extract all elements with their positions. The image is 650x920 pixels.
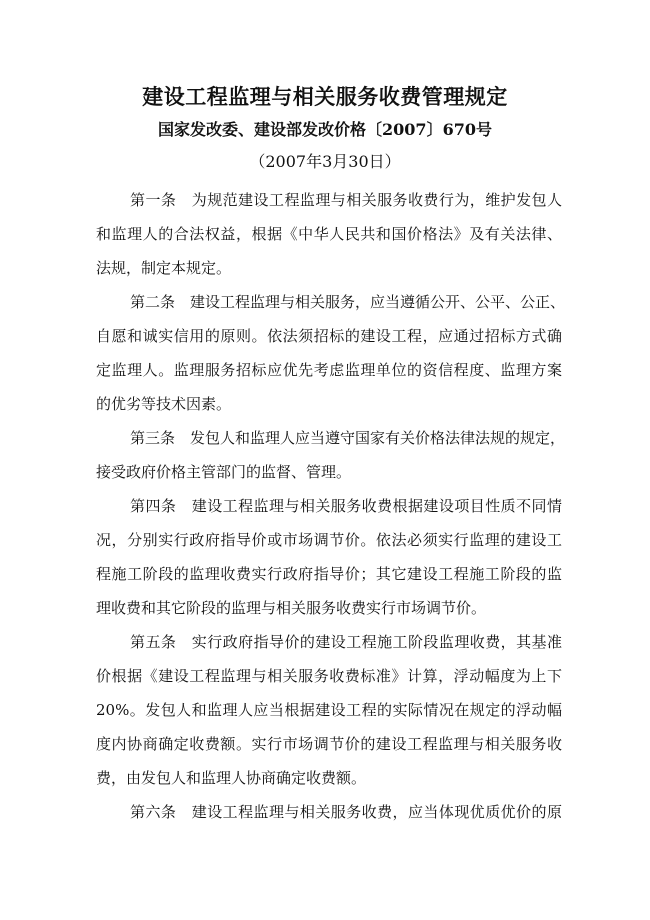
article-line: 第五条 实行政府指导价的建设工程施工阶段监理收费，其基准 <box>130 633 562 651</box>
article-line: 20%。发包人和监理人应当根据建设工程的实际情况在规定的浮动幅 <box>96 701 562 719</box>
article-5 <box>96 625 562 795</box>
article-line: 费，由发包人和监理人协商确定收费额。 <box>96 769 367 787</box>
document-body <box>96 183 566 829</box>
article-line: 第六条 建设工程监理与相关服务收费，应当体现优质优价的原 <box>130 803 562 821</box>
article-1 <box>96 183 562 285</box>
article-line: 程施工阶段的监理收费实行政府指导价；其它建设工程施工阶段的监 <box>96 565 562 583</box>
article-4 <box>96 489 562 625</box>
article-2 <box>96 285 566 421</box>
article-line: 的优劣等技术因素。 <box>96 395 232 413</box>
article-line: 度内协商确定收费额。实行市场调节价的建设工程监理与相关服务收 <box>96 735 562 753</box>
article-line: 和监理人的合法权益，根据《中华人民共和国价格法》及有关法律、 <box>96 225 562 243</box>
article-6 <box>96 795 562 829</box>
article-3 <box>96 421 566 489</box>
document-date: （2007年3月30日） <box>249 152 401 171</box>
article-line: 理收费和其它阶段的监理与相关服务收费实行市场调节价。 <box>96 599 487 617</box>
article-line: 法规，制定本规定。 <box>96 259 232 277</box>
article-line: 接受政府价格主管部门的监督、管理。 <box>96 463 352 481</box>
article-line: 况，分别实行政府指导价或市场调节价。依法必须实行监理的建设工 <box>96 531 562 549</box>
article-line: 定监理人。监理服务招标应优先考虑监理单位的资信程度、监理方案 <box>96 361 562 379</box>
article-line: 价根据《建设工程监理与相关服务收费标准》计算，浮动幅度为上下 <box>96 667 562 685</box>
article-line: 自愿和诚实信用的原则。依法须招标的建设工程，应通过招标方式确 <box>96 327 562 345</box>
article-line: 第四条 建设工程监理与相关服务收费根据建设项目性质不同情 <box>130 497 562 515</box>
article-line: 第三条 发包人和监理人应当遵守国家有关价格法律法规的规定， <box>130 429 566 447</box>
article-line: 第一条 为规范建设工程监理与相关服务收费行为，维护发包人 <box>130 191 562 209</box>
document-issuer: 国家发改委、建设部发改价格〔2007〕670号 <box>158 120 492 139</box>
article-line: 第二条 建设工程监理与相关服务，应当遵循公开、公平、公正、 <box>130 293 566 311</box>
document-title: 建设工程监理与相关服务收费管理规定 <box>142 84 508 109</box>
